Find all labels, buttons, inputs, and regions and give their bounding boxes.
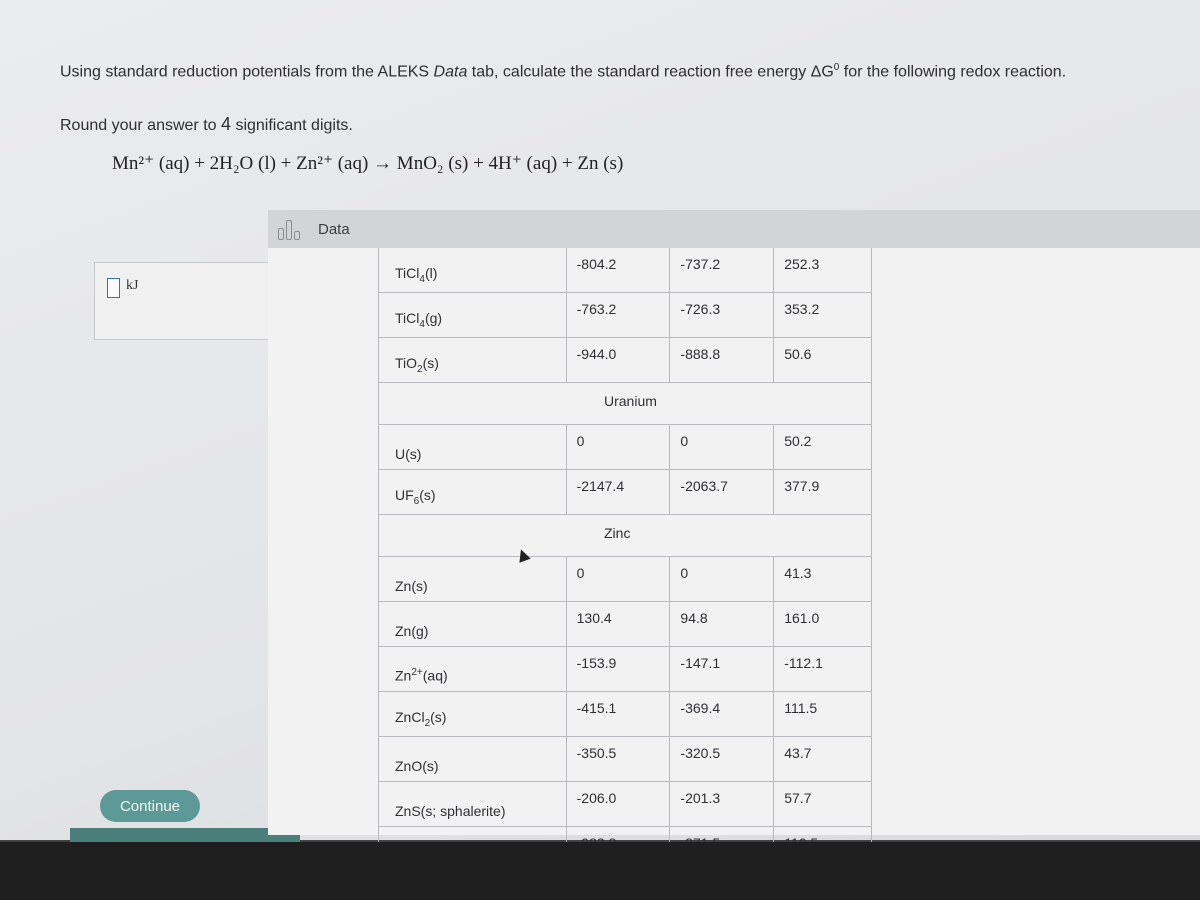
entropy-value: 41.3 xyxy=(784,565,812,581)
screen-bezel xyxy=(0,842,1200,900)
table-row xyxy=(379,692,872,737)
table-row xyxy=(379,248,872,293)
rounding-instruction xyxy=(60,114,353,135)
enthalpy-value: -804.2 xyxy=(576,256,617,272)
data-panel-title: Data xyxy=(318,220,350,238)
entropy-value: 43.7 xyxy=(784,745,812,761)
table-row xyxy=(379,782,872,827)
free-energy-value: -369.4 xyxy=(680,700,721,716)
entropy-value: 252.3 xyxy=(784,256,820,272)
entropy-value: 111.5 xyxy=(784,700,818,716)
species-label: Zn(s) xyxy=(395,578,428,594)
entropy-value: 57.7 xyxy=(784,790,812,806)
entropy-value: 161.0 xyxy=(784,610,820,626)
question-prompt xyxy=(60,62,1066,81)
species-label: U(s) xyxy=(395,446,422,462)
round-prefix: Round your answer to xyxy=(60,117,221,134)
redox-equation: Mn²⁺ (aq) + 2H₂O (l) + Zn²⁺ (aq) → MnO₂ (s) + 4H⁺ (aq) + Zn (s) xyxy=(112,153,624,174)
table-row xyxy=(379,647,872,692)
data-panel xyxy=(268,210,1200,835)
free-energy-value: -320.5 xyxy=(680,745,721,761)
section-header-uranium: Uranium xyxy=(379,383,872,425)
free-energy-value: 0 xyxy=(680,565,689,581)
round-suffix: significant digits. xyxy=(231,117,353,134)
species-label: $Zn^{2+}(aq)$ xyxy=(395,667,448,684)
enthalpy-value: -350.5 xyxy=(576,745,617,761)
answer-unit: kJ xyxy=(126,278,139,293)
free-energy-value: -2063.7 xyxy=(680,478,728,494)
enthalpy-value: -206.0 xyxy=(576,790,617,806)
answer-input[interactable] xyxy=(107,278,120,298)
free-energy-value: -737.2 xyxy=(680,256,721,272)
table-row xyxy=(379,737,872,782)
enthalpy-value: -153.9 xyxy=(576,655,617,671)
enthalpy-value: -944.0 xyxy=(576,346,617,362)
free-energy-value: 0 xyxy=(680,433,689,449)
entropy-value: 377.9 xyxy=(784,478,820,494)
data-tab-link-text[interactable]: Data xyxy=(433,63,468,81)
enthalpy-value: -763.2 xyxy=(576,301,617,317)
entropy-value: 50.2 xyxy=(784,433,812,449)
bar-chart-icon xyxy=(276,218,304,240)
species-label: ZnS(s; sphalerite) xyxy=(395,803,506,819)
enthalpy-value: 130.4 xyxy=(576,610,612,626)
species-label: TiCl$_4$(g) xyxy=(395,310,443,330)
section-header-zinc: Zinc xyxy=(379,515,872,557)
species-label: Zn(g) xyxy=(395,623,429,639)
table-row xyxy=(379,470,872,515)
free-energy-value: -888.8 xyxy=(680,346,721,362)
free-energy-value: -147.1 xyxy=(680,655,721,671)
footer-strip xyxy=(70,828,300,842)
answer-area xyxy=(94,262,280,340)
entropy-value: 50.6 xyxy=(784,346,812,362)
table-row xyxy=(379,293,872,338)
thermo-data-table xyxy=(378,248,872,872)
species-label: TiCl$_4$(l) xyxy=(395,265,438,285)
prompt-text-3: for the following redox reaction. xyxy=(839,63,1067,81)
entropy-value: 353.2 xyxy=(784,301,820,317)
table-row xyxy=(379,425,872,470)
species-label: ZnO(s) xyxy=(395,758,439,774)
data-panel-header[interactable] xyxy=(268,210,1200,248)
continue-button[interactable]: Continue xyxy=(100,790,200,822)
free-energy-value: 94.8 xyxy=(680,610,708,626)
table-row xyxy=(379,602,872,647)
enthalpy-value: 0 xyxy=(576,565,585,581)
free-energy-value: -726.3 xyxy=(680,301,721,317)
enthalpy-value: 0 xyxy=(576,433,585,449)
round-number: 4 xyxy=(220,114,231,134)
species-label: ZnCl$_2$(s) xyxy=(395,709,447,729)
table-row xyxy=(379,557,872,602)
enthalpy-value: -2147.4 xyxy=(576,478,625,494)
delta-g-superscript: 0 xyxy=(833,62,840,73)
table-row xyxy=(379,338,872,383)
prompt-text-1: Using standard reduction potentials from the ALEKS xyxy=(60,63,434,81)
species-label: TiO$_2$(s) xyxy=(395,355,439,375)
entropy-value: -112.1 xyxy=(784,655,823,671)
species-label: $UF_6(s)$ xyxy=(395,487,436,507)
prompt-text-2: tab, calculate the standard reaction free energy ΔG xyxy=(467,63,834,81)
enthalpy-value: -415.1 xyxy=(576,700,617,716)
free-energy-value: -201.3 xyxy=(680,790,721,806)
